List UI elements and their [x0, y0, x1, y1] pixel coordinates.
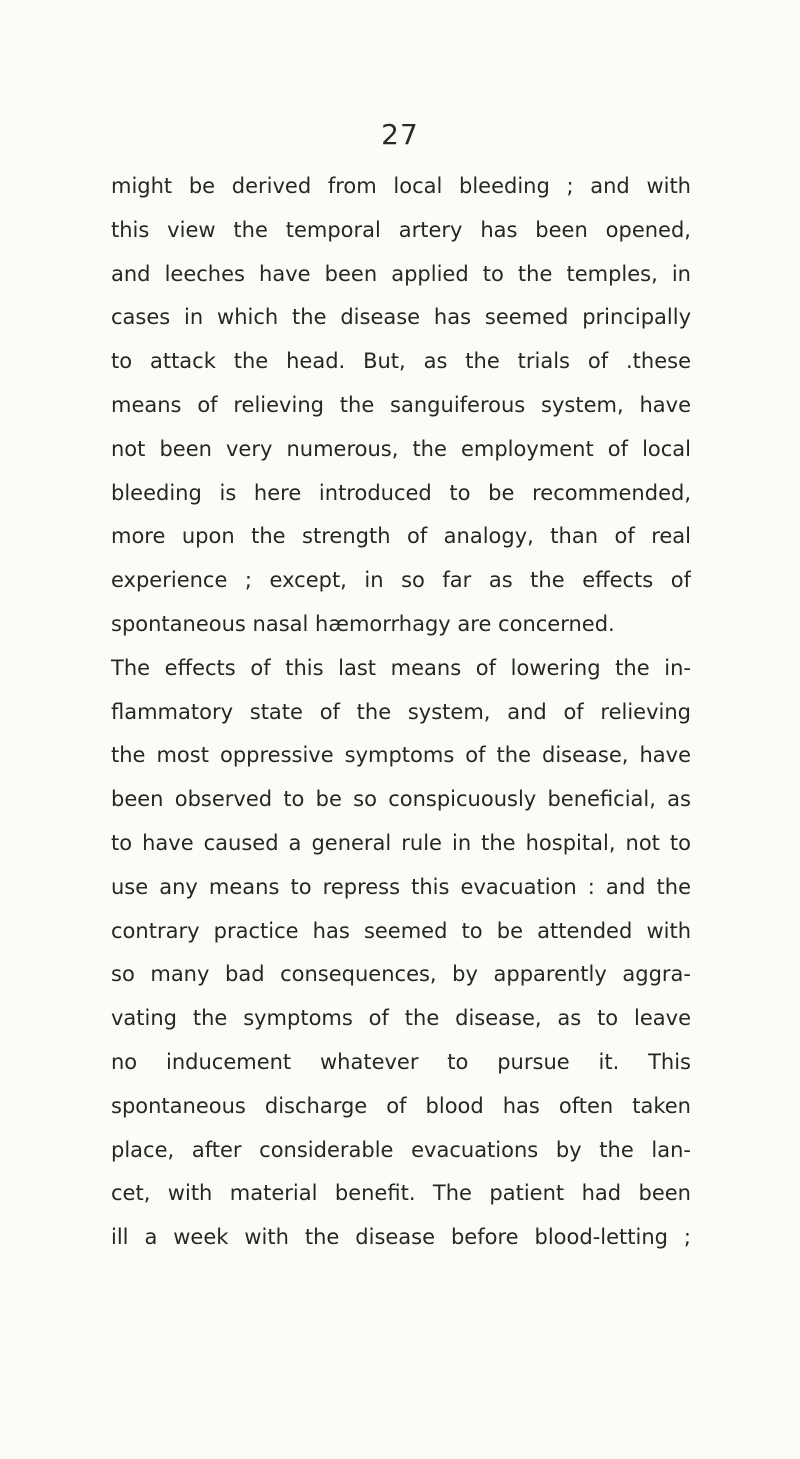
text-line: the most oppressive symptoms of the disease, have — [111, 743, 691, 768]
text-line: more upon the strength of analogy, than of real — [111, 524, 691, 549]
text-line: no inducement whatever to pursue it. This — [111, 1049, 691, 1074]
text-line: bleeding is here introduced to be recommended, — [111, 480, 691, 505]
text-line: to attack the head. But, as the trials of .these — [111, 349, 691, 374]
text-line: flammatory state of the system, and of relieving — [111, 699, 691, 724]
text-line: not been very numerous, the employment of local — [111, 436, 691, 461]
text-line: spontaneous nasal hæmorrhagy are concerned. — [111, 611, 615, 636]
text-line: The effects of this last means of lowering the in- — [111, 655, 691, 680]
text-line: might be derived from local bleeding ; and with — [111, 174, 691, 198]
text-line: and leeches have been applied to the temples, in — [111, 261, 691, 286]
text-line: vating the symptoms of the disease, as to leave — [111, 1006, 691, 1031]
text-line: this view the temporal artery has been opened, — [111, 217, 691, 242]
page-number: 27 — [381, 118, 419, 151]
text-line: contrary practice has seemed to be attended with — [111, 918, 691, 943]
text-line: means of relieving the sanguiferous system, have — [111, 392, 691, 417]
body-text — [111, 165, 691, 1260]
text-line: place, after considerable evacuations by the lan- — [111, 1137, 691, 1162]
text-line: so many bad consequences, by apparently aggra- — [111, 962, 691, 987]
text-line: cases in which the disease has seemed principally — [111, 305, 691, 330]
text-line: experience ; except, in so far as the effects of — [111, 568, 691, 593]
text-line: ill a week with the disease before blood-letting ; — [111, 1225, 691, 1250]
text-line: spontaneous discharge of blood has often taken — [111, 1093, 691, 1118]
text-line: cet, with material benefit. The patient had been — [111, 1181, 691, 1206]
text-line: to have caused a general rule in the hospital, not to — [111, 830, 691, 855]
text-line: been observed to be so conspicuously beneficial, as — [111, 787, 691, 812]
text-line: use any means to repress this evacuation : and the — [111, 874, 691, 899]
